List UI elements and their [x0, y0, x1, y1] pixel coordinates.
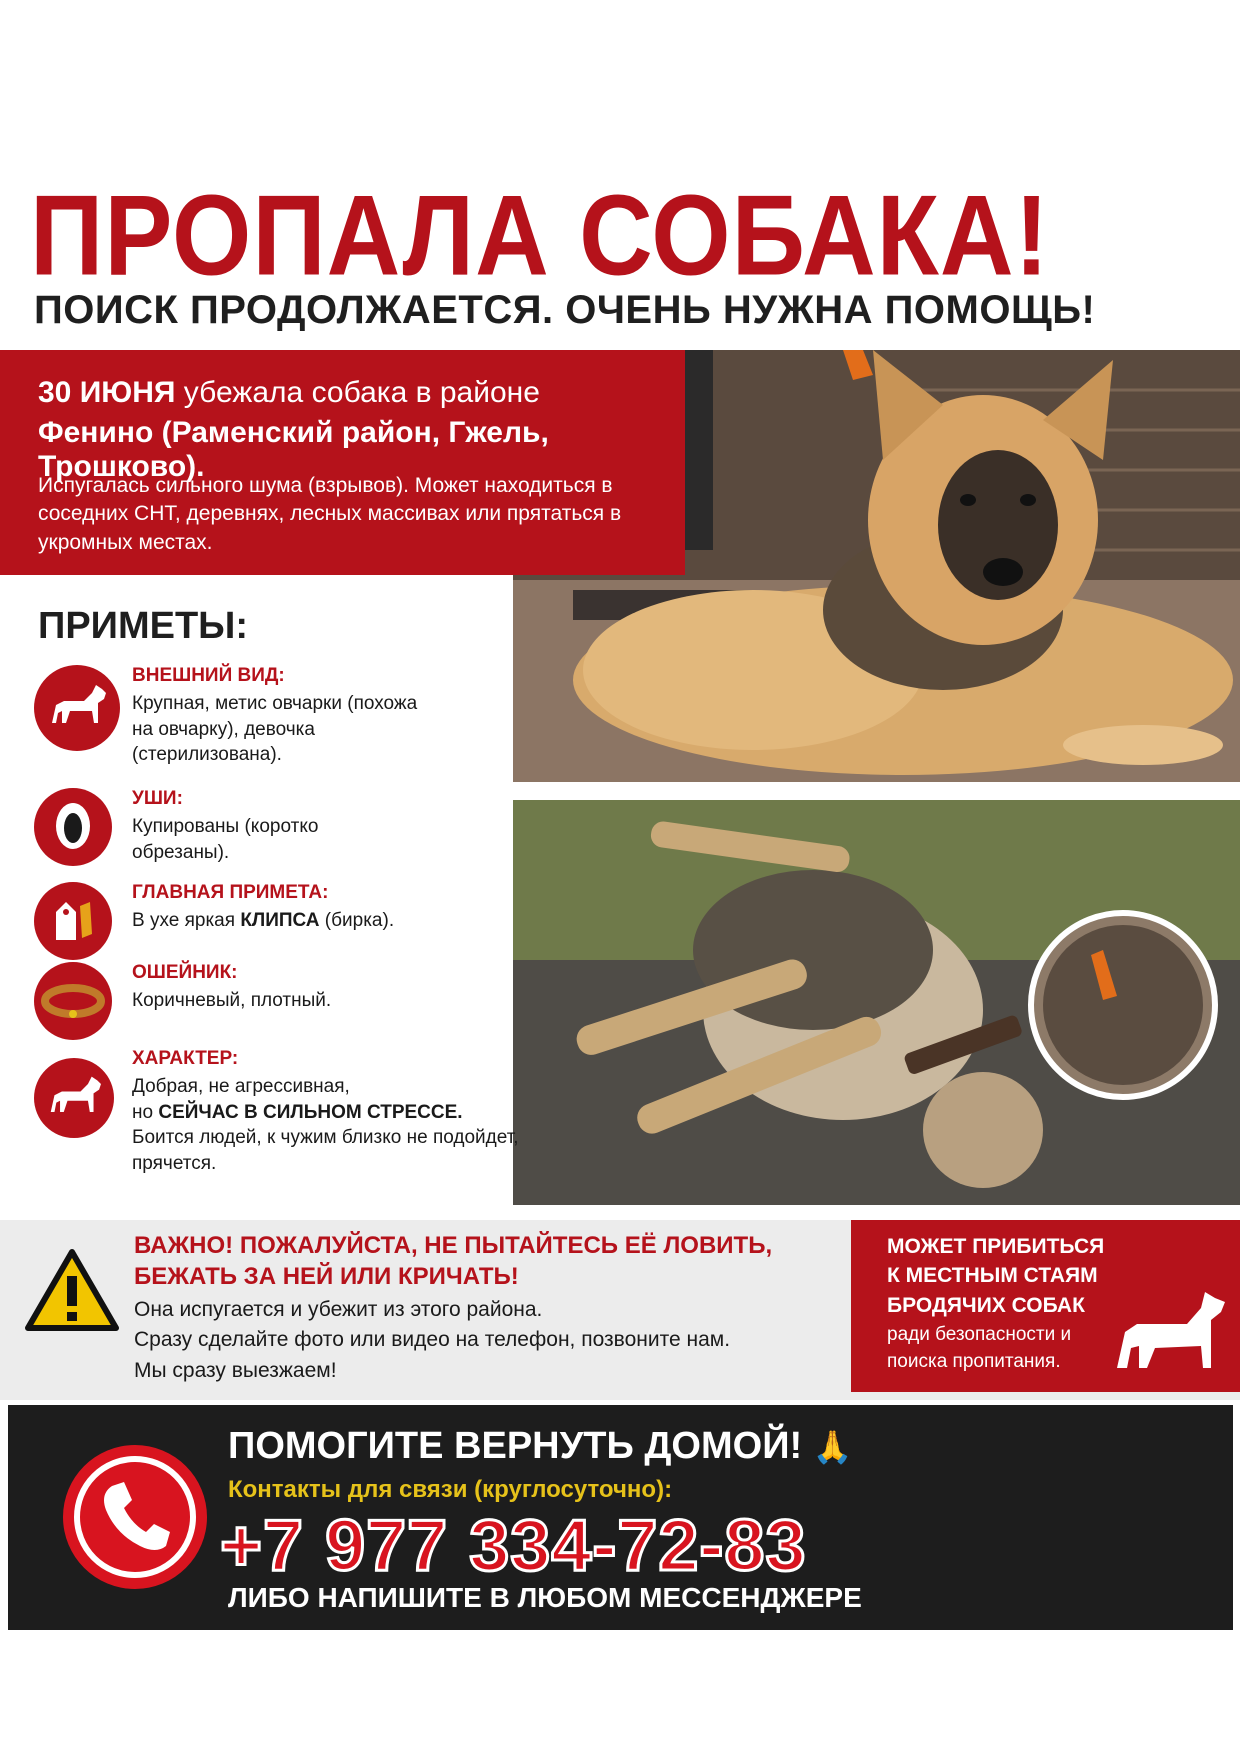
feature-heading: ГЛАВНАЯ ПРИМЕТА:: [132, 882, 329, 903]
contact-label: Контакты для связи (круглосуточно):: [228, 1476, 673, 1503]
contact-messenger: ЛИБО НАПИШИТЕ В ЛЮБОМ МЕССЕНДЖЕРЕ: [228, 1582, 862, 1613]
page-title: ПРОПАЛА СОБАКА!: [30, 171, 1050, 299]
warning-text: [134, 1295, 854, 1386]
warning-heading: ВАЖНО! ПОЖАЛУЙСТА, НЕ ПЫТАЙТЕСЬ ЕЁ ЛОВИТЬ, БЕЖАТЬ ЗА НЕЙ ИЛИ КРИЧАТЬ!: [134, 1232, 773, 1291]
pray-emoji: 🙏: [812, 1429, 853, 1465]
intro-date: 30 ИЮНЯ: [38, 376, 176, 409]
intro-line-1: [38, 376, 540, 410]
feature-text-bold: КЛИПСА: [240, 910, 320, 931]
dog-silhouette-icon: [1107, 1268, 1233, 1385]
feature-collar: [34, 962, 554, 1042]
collar-icon: [34, 962, 112, 1040]
feature-text-pre: но: [132, 1101, 159, 1123]
ear-icon: [34, 788, 112, 866]
warning-line: Сразу сделайте фото или видео на телефон, позвоните нам.: [134, 1328, 731, 1352]
dog-photo-ground: [513, 800, 1240, 1205]
intro-line-2: Фенино (Раменский район, Гжель, Трошково).: [38, 416, 549, 483]
warning-triangle-icon: [24, 1248, 120, 1337]
feature-appearance: [34, 665, 554, 775]
feature-ears: [34, 788, 554, 878]
feature-text-post: (бирка).: [319, 910, 395, 931]
features-title: ПРИМЕТЫ:: [38, 605, 249, 647]
feature-heading: УШИ:: [132, 788, 183, 809]
feature-heading: ВНЕШНИЙ ВИД:: [132, 665, 285, 686]
intro-box: [0, 350, 685, 575]
dog-silhouette-icon: [34, 665, 120, 751]
packs-box: [851, 1220, 1240, 1392]
tag-icon: [34, 882, 112, 960]
feature-text: Крупная, метис овчарки (похожа на овчарку), девочка (стерилизована).: [132, 693, 418, 766]
warning-line: Она испугается и убежит из этого района.: [134, 1298, 543, 1321]
feature-text: Коричневый, плотный.: [132, 990, 332, 1011]
packs-heading: МОЖЕТ ПРИБИТЬСЯ К МЕСТНЫМ СТАЯМ БРОДЯЧИХ СОБАК: [887, 1235, 1105, 1317]
dog-silhouette-icon: [34, 1058, 114, 1138]
contact-phone[interactable]: +7 977 334-72-83: [220, 1506, 807, 1586]
feature-text-line: [132, 1100, 572, 1126]
feature-character: [34, 1048, 554, 1188]
feature-text-line: Боится людей, к чужим близко не подойдет, прячется.: [132, 1127, 519, 1174]
phone-icon[interactable]: [60, 1442, 210, 1597]
feature-main-sign: [34, 882, 554, 962]
warning-line: Мы сразу выезжаем!: [134, 1358, 337, 1382]
feature-text-line: Добрая, не агрессивная,: [132, 1076, 350, 1097]
feature-heading: ХАРАКТЕР:: [132, 1048, 239, 1069]
feature-text: [132, 908, 612, 934]
feature-heading: ОШЕЙНИК:: [132, 962, 238, 983]
contact-heading-text: ПОМОГИТЕ ВЕРНУТЬ ДОМОЙ!: [228, 1425, 803, 1467]
intro-line-1-rest: убежала собака в районе: [175, 376, 540, 409]
packs-text: ради безопасности и поиска пропитания.: [887, 1324, 1072, 1372]
feature-text-pre: В ухе яркая: [132, 910, 241, 931]
contact-heading: [228, 1425, 853, 1468]
feature-text-bold: СЕЙЧАС В СИЛЬНОМ СТРЕССЕ.: [158, 1101, 463, 1123]
intro-details: Испугалась сильного шума (взрывов). Может находиться в соседних СНТ, деревнях, лесных массивах или прятаться в укромных местах.: [38, 474, 622, 554]
page-subtitle: ПОИСК ПРОДОЛЖАЕТСЯ. ОЧЕНЬ НУЖНА ПОМОЩЬ!: [34, 288, 1096, 332]
feature-text: [132, 1074, 572, 1177]
feature-text: Купированы (коротко обрезаны).: [132, 816, 319, 863]
